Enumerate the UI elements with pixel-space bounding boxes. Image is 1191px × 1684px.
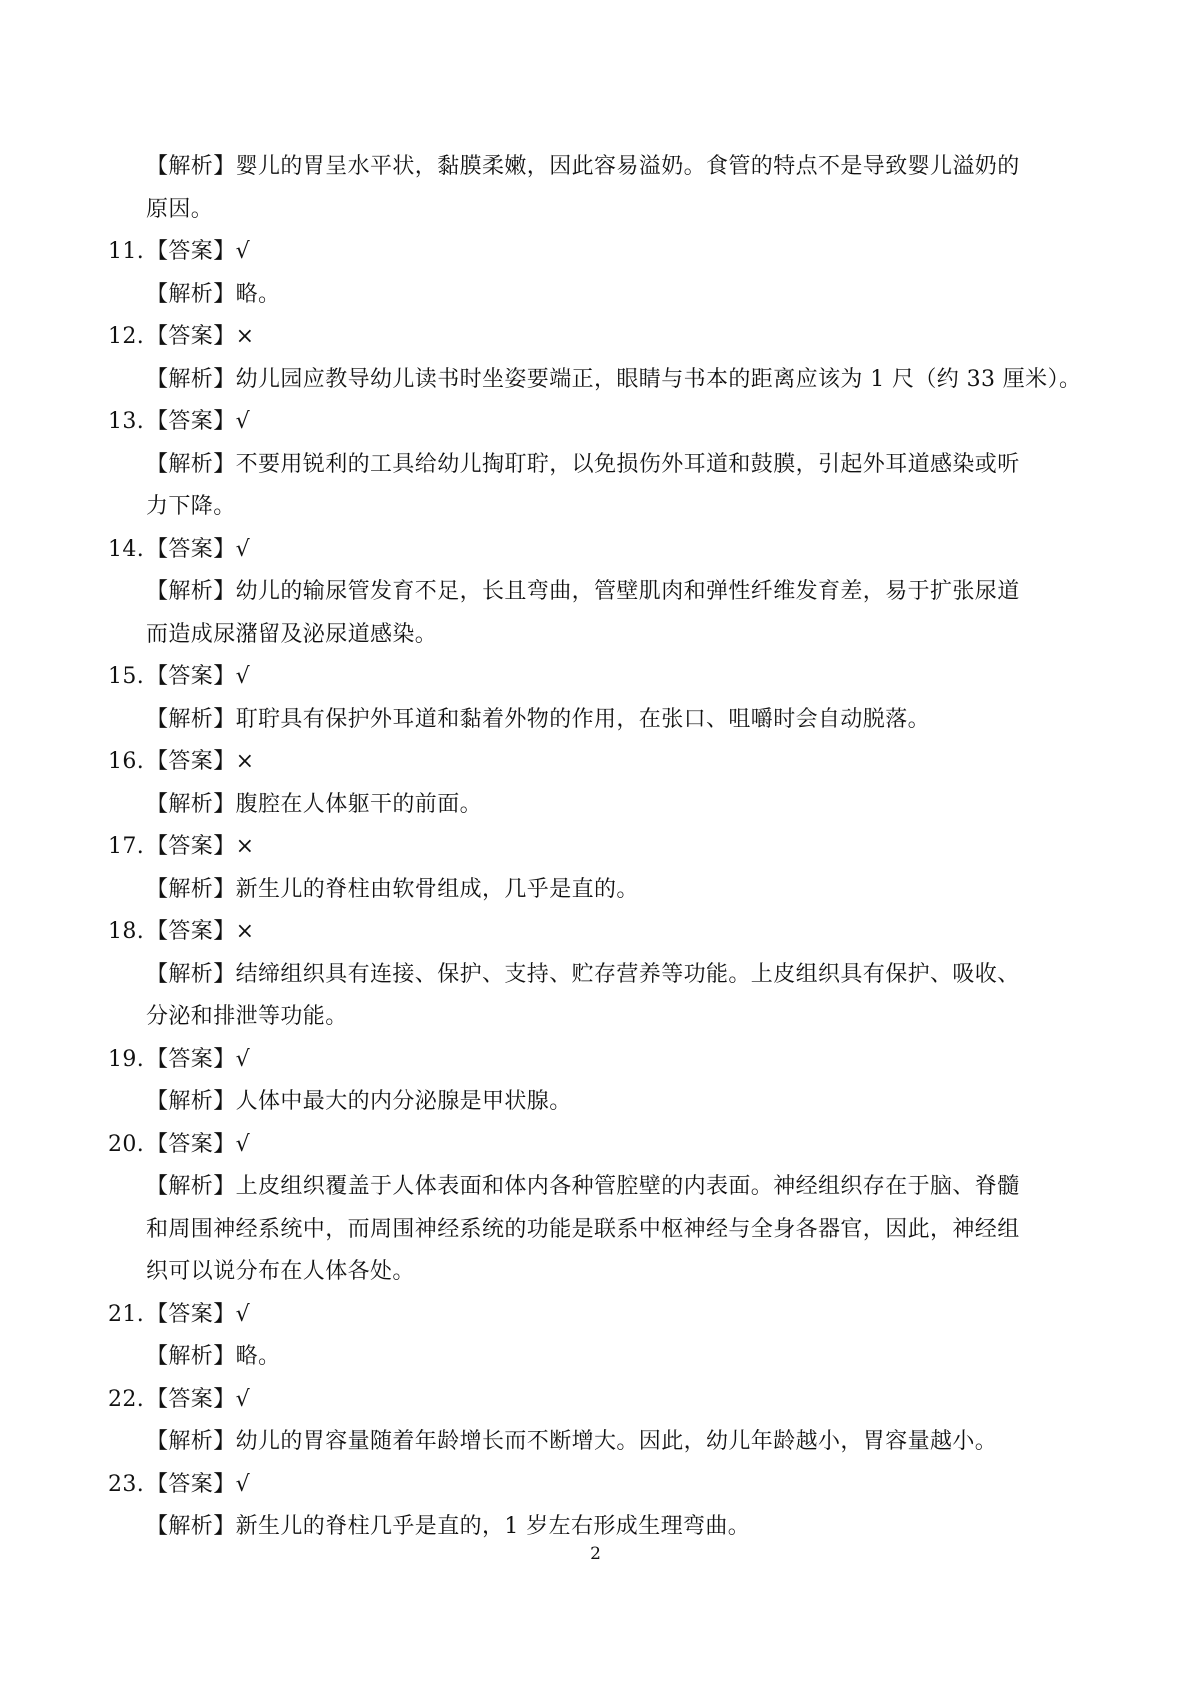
answer-line <box>108 1379 1088 1422</box>
answer-line <box>108 231 1088 274</box>
answer-text: 【答案】√ <box>146 239 251 264</box>
question-number: 14. <box>108 536 145 562</box>
answer-text: 【答案】× <box>146 919 255 944</box>
question-number: 17. <box>108 834 145 859</box>
analysis-line: 【解析】腹腔在人体躯干的前面。 <box>146 791 483 817</box>
answer-line <box>108 656 1088 699</box>
analysis-line: 【解析】上皮组织覆盖于人体表面和体内各种管腔壁的内表面。神经组织存在于脑、脊髓 <box>146 1174 1020 1199</box>
analysis-line: 【解析】幼儿的胃容量随着年龄增长而不断增大。因此，幼儿年龄越小，胃容量越小。 <box>146 1429 998 1454</box>
question-number: 22. <box>108 1386 145 1412</box>
answer-line <box>108 1124 1088 1167</box>
analysis-line: 【解析】耵聍具有保护外耳道和黏着外物的作用，在张口、咀嚼时会自动脱落。 <box>146 706 931 732</box>
answer-line <box>108 911 1088 954</box>
answer-text: 【答案】√ <box>146 536 251 562</box>
answer-text: 【答案】√ <box>146 1046 251 1072</box>
analysis-line: 【解析】新生儿的脊柱几乎是直的，1 岁左右形成生理弯曲。 <box>146 1514 751 1539</box>
question-number: 11. <box>108 239 145 264</box>
question-number: 15. <box>108 664 145 689</box>
answer-text: 【答案】√ <box>146 1131 251 1157</box>
question-number: 13. <box>108 409 145 434</box>
analysis-line: 而造成尿潴留及泌尿道感染。 <box>146 621 438 647</box>
question-number: 21. <box>108 1301 145 1327</box>
question-number: 19. <box>108 1046 145 1072</box>
analysis-line: 织可以说分布在人体各处。 <box>146 1259 415 1284</box>
analysis-line: 【解析】不要用锐利的工具给幼儿掏耵聍，以免损伤外耳道和鼓膜，引起外耳道感染或听 <box>146 451 1020 477</box>
answer-text: 【答案】× <box>146 324 255 349</box>
answer-line <box>108 1464 1088 1507</box>
page-number: 2 <box>590 1544 601 1564</box>
answer-text: 【答案】√ <box>146 1471 251 1497</box>
analysis-line: 【解析】略。 <box>146 281 281 307</box>
answer-text: 【答案】× <box>146 834 255 859</box>
analysis-line: 【解析】幼儿的输尿管发育不足，长且弯曲，管壁肌肉和弹性纤维发育差，易于扩张尿道 <box>146 579 1020 604</box>
answer-text: 【答案】√ <box>146 1301 251 1327</box>
analysis-line: 原因。 <box>146 196 214 222</box>
answer-line <box>108 316 1088 359</box>
answer-line <box>108 401 1088 444</box>
answer-key-content <box>108 146 1088 1549</box>
question-number: 20. <box>108 1131 145 1157</box>
analysis-line: 分泌和排泄等功能。 <box>146 1004 348 1029</box>
answer-text: 【答案】√ <box>146 409 251 434</box>
answer-text: 【答案】√ <box>146 1386 251 1412</box>
question-number: 16. <box>108 749 145 774</box>
analysis-line: 【解析】新生儿的脊柱由软骨组成，几乎是直的。 <box>146 876 639 902</box>
answer-text: 【答案】× <box>146 749 255 774</box>
analysis-line: 【解析】婴儿的胃呈水平状，黏膜柔嫩，因此容易溢奶。食管的特点不是导致婴儿溢奶的 <box>146 154 1020 179</box>
answer-line <box>108 1294 1088 1337</box>
question-number: 12. <box>108 324 145 349</box>
answer-text: 【答案】√ <box>146 664 251 689</box>
analysis-line: 和周围神经系统中，而周围神经系统的功能是联系中枢神经与全身各器官，因此，神经组 <box>146 1216 1020 1242</box>
analysis-line: 【解析】略。 <box>146 1344 281 1369</box>
analysis-line: 【解析】结缔组织具有连接、保护、支持、贮存营养等功能。上皮组织具有保护、吸收、 <box>146 961 1020 987</box>
question-number: 18. <box>108 919 145 944</box>
analysis-line: 【解析】幼儿园应教导幼儿读书时坐姿要端正，眼睛与书本的距离应该为 1 尺（约 33 厘米）。 <box>146 366 1082 392</box>
answer-line <box>108 1039 1088 1082</box>
answer-line <box>108 741 1088 784</box>
question-number: 23. <box>108 1471 145 1497</box>
analysis-line: 力下降。 <box>146 494 236 519</box>
analysis-line: 【解析】人体中最大的内分泌腺是甲状腺。 <box>146 1089 572 1114</box>
answer-line <box>108 529 1088 572</box>
answer-line <box>108 826 1088 869</box>
